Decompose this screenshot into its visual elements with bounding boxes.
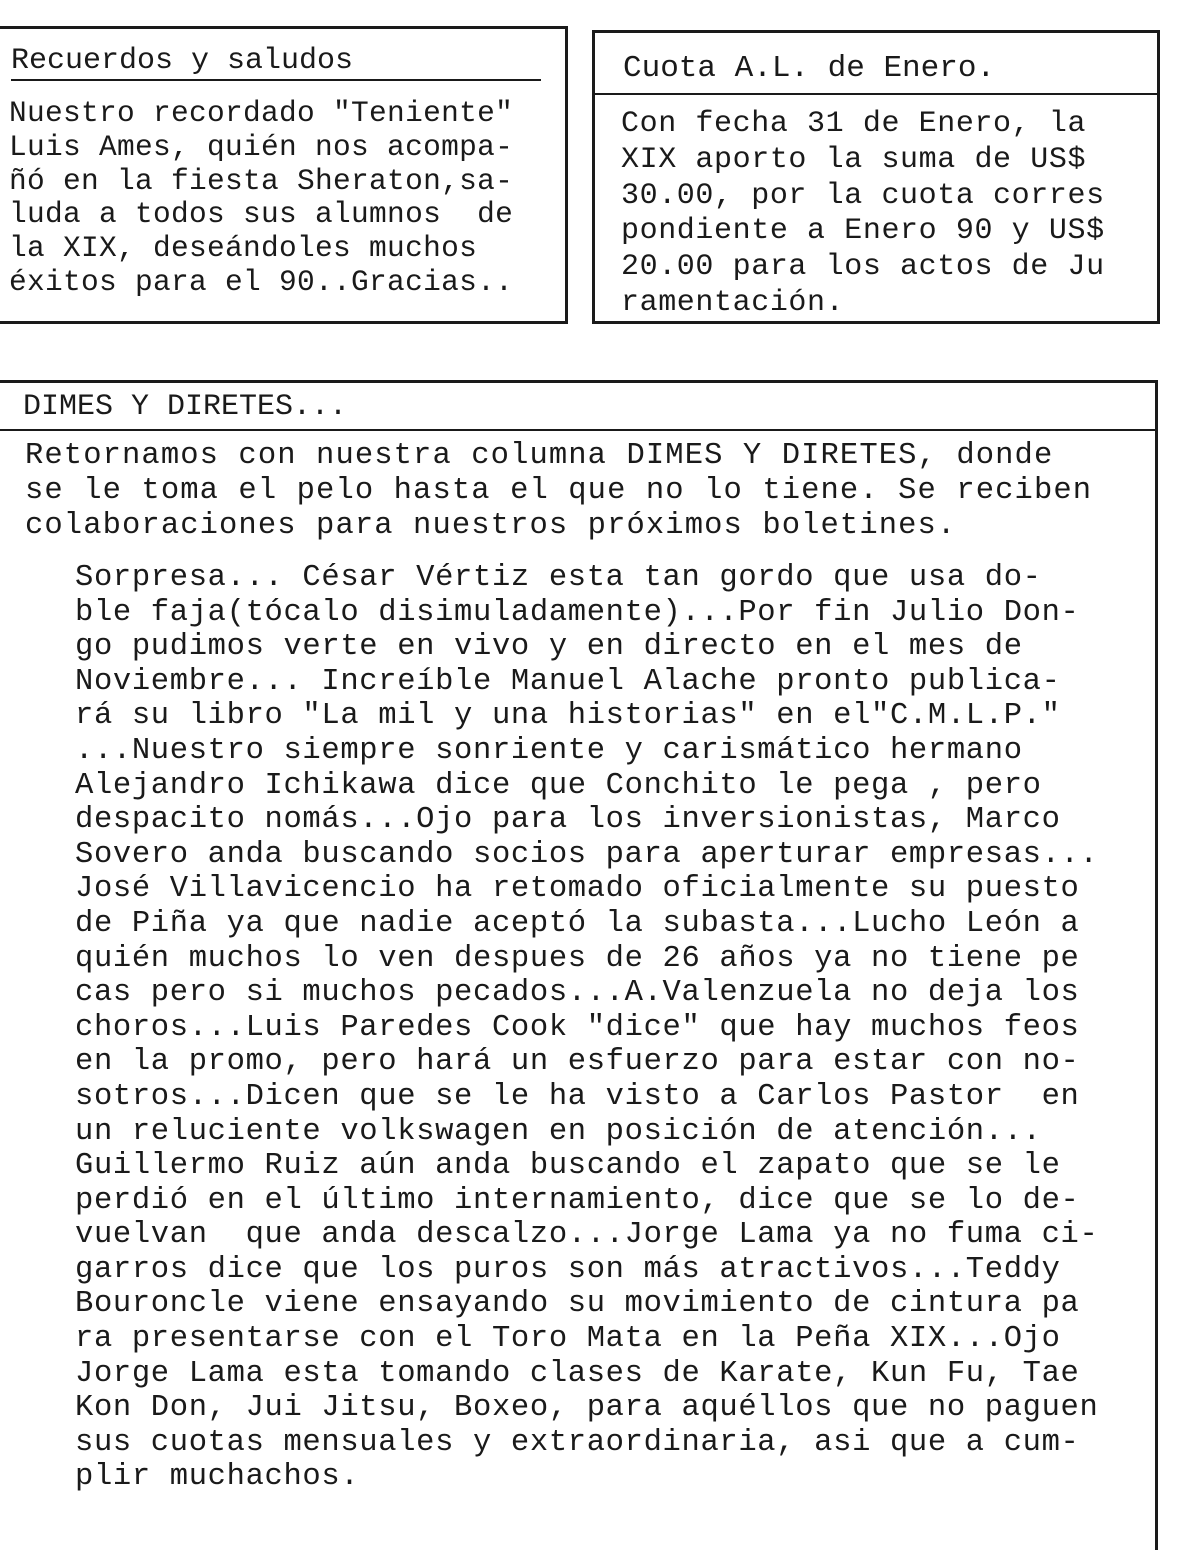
dimes-body-line: ...Nuestro siempre sonriente y carismático hermano bbox=[75, 733, 1023, 768]
dimes-box bbox=[0, 380, 1158, 1550]
cuota-title: Cuota A.L. de Enero. bbox=[595, 33, 1157, 95]
dimes-body-line: perdió en el último internamiento, dice que se lo de- bbox=[75, 1183, 1080, 1218]
dimes-body-line: Jorge Lama esta tomando clases de Karate, Kun Fu, Tae bbox=[75, 1356, 1080, 1391]
dimes-intro-line: se le toma el pelo hasta el que no lo tiene. Se reciben bbox=[25, 474, 1093, 508]
dimes-body-line: Bouroncle viene ensayando su movimiento de cintura pa bbox=[75, 1287, 1080, 1322]
dimes-body-line: cas pero si muchos pecados...A.Valenzuela no deja los bbox=[75, 976, 1080, 1011]
dimes-body-line: ra presentarse con el Toro Mata en la Peña XIX...Ojo bbox=[75, 1322, 1061, 1357]
dimes-body-line: Alejandro Ichikawa dice que Conchito le pega , pero bbox=[75, 768, 1042, 803]
dimes-body-line: quién muchos lo ven despues de 26 años ya no tiene pe bbox=[75, 941, 1080, 976]
dimes-body-line: de Piña ya que nadie aceptó la subasta...Lucho León a bbox=[75, 906, 1080, 941]
cuota-line: Con fecha 31 de Enero, la bbox=[621, 107, 1087, 141]
recuerdos-line: la XIX, deseándoles muchos bbox=[9, 231, 478, 266]
recuerdos-line: ñó en la fiesta Sheraton,sa- bbox=[9, 163, 514, 198]
dimes-body-line: en la promo, pero hará un esfuerzo para estar con no- bbox=[75, 1045, 1080, 1080]
cuota-line: pondiente a Enero 90 y US$ bbox=[621, 214, 1105, 249]
cuota-line: ramentación. bbox=[621, 285, 845, 320]
dimes-body-line: ble faja(tócalo disimuladamente)...Por fin Julio Don- bbox=[75, 595, 1080, 630]
dimes-body-line: Noviembre... Increíble Manuel Alache pronto publica- bbox=[75, 664, 1061, 699]
dimes-intro-line: colaboraciones para nuestros próximos boletines. bbox=[25, 509, 957, 543]
dimes-body-line: un reluciente volkswagen en posición de atención... bbox=[75, 1114, 1042, 1149]
dimes-body-line: Guillermo Ruiz aún anda buscando el zapato que se le bbox=[75, 1149, 1061, 1184]
dimes-body-line: Sorpresa... César Vértiz esta tan gordo que usa do- bbox=[75, 561, 1042, 595]
recuerdos-body bbox=[9, 96, 514, 302]
dimes-intro bbox=[25, 441, 1092, 546]
recuerdos-line: Luis Ames, quién nos acompa- bbox=[9, 129, 514, 164]
recuerdos-line: Nuestro recordado "Teniente" bbox=[9, 96, 514, 130]
dimes-body-line: vuelvan que anda descalzo...Jorge Lama ya no fuma ci- bbox=[75, 1218, 1099, 1253]
cuota-box bbox=[592, 30, 1160, 324]
cuota-line: XIX aporto la suma de US$ bbox=[621, 142, 1087, 177]
dimes-body-line: Kon Don, Jui Jitsu, Boxeo, para aquéllos que no paguen bbox=[75, 1391, 1099, 1426]
dimes-body-line: go pudimos verte en vivo y en directo en el mes de bbox=[75, 630, 1023, 665]
recuerdos-title: Recuerdos y saludos bbox=[11, 43, 541, 81]
dimes-body-line: choros...Luis Paredes Cook "dice" que hay muchos feos bbox=[75, 1010, 1080, 1045]
dimes-body-line: sus cuotas mensuales y extraordinaria, asi que a cum- bbox=[75, 1425, 1080, 1460]
dimes-body-line: rá su libro "La mil y una historias" en el"C.M.L.P." bbox=[75, 699, 1061, 734]
recuerdos-box bbox=[0, 26, 568, 324]
dimes-body-line: plir muchachos. bbox=[75, 1460, 360, 1495]
dimes-body-line: garros dice que los puros son más atractivos...Teddy bbox=[75, 1252, 1061, 1287]
dimes-body-line: despacito nomás...Ojo para los inversionistas, Marco bbox=[75, 803, 1061, 838]
recuerdos-line: éxitos para el 90..Gracias.. bbox=[9, 264, 514, 299]
dimes-body-line: sotros...Dicen que se le ha visto a Carlos Pastor en bbox=[75, 1079, 1080, 1114]
cuota-line: 20.00 para los actos de Ju bbox=[621, 250, 1105, 285]
dimes-title: DIMES Y DIRETES... bbox=[0, 383, 1155, 431]
dimes-intro-line: Retornamos con nuestra columna DIMES Y DIRETES, donde bbox=[25, 439, 1054, 473]
dimes-body-line: Sovero anda buscando socios para aperturar empresas... bbox=[75, 837, 1099, 872]
dimes-body-line: José Villavicencio ha retomado oficialmente su puesto bbox=[75, 872, 1080, 907]
recuerdos-line: luda a todos sus alumnos de bbox=[9, 197, 514, 232]
dimes-body bbox=[75, 563, 1098, 1497]
cuota-line: 30.00, por la cuota corres bbox=[621, 178, 1105, 213]
cuota-body bbox=[621, 109, 1105, 324]
